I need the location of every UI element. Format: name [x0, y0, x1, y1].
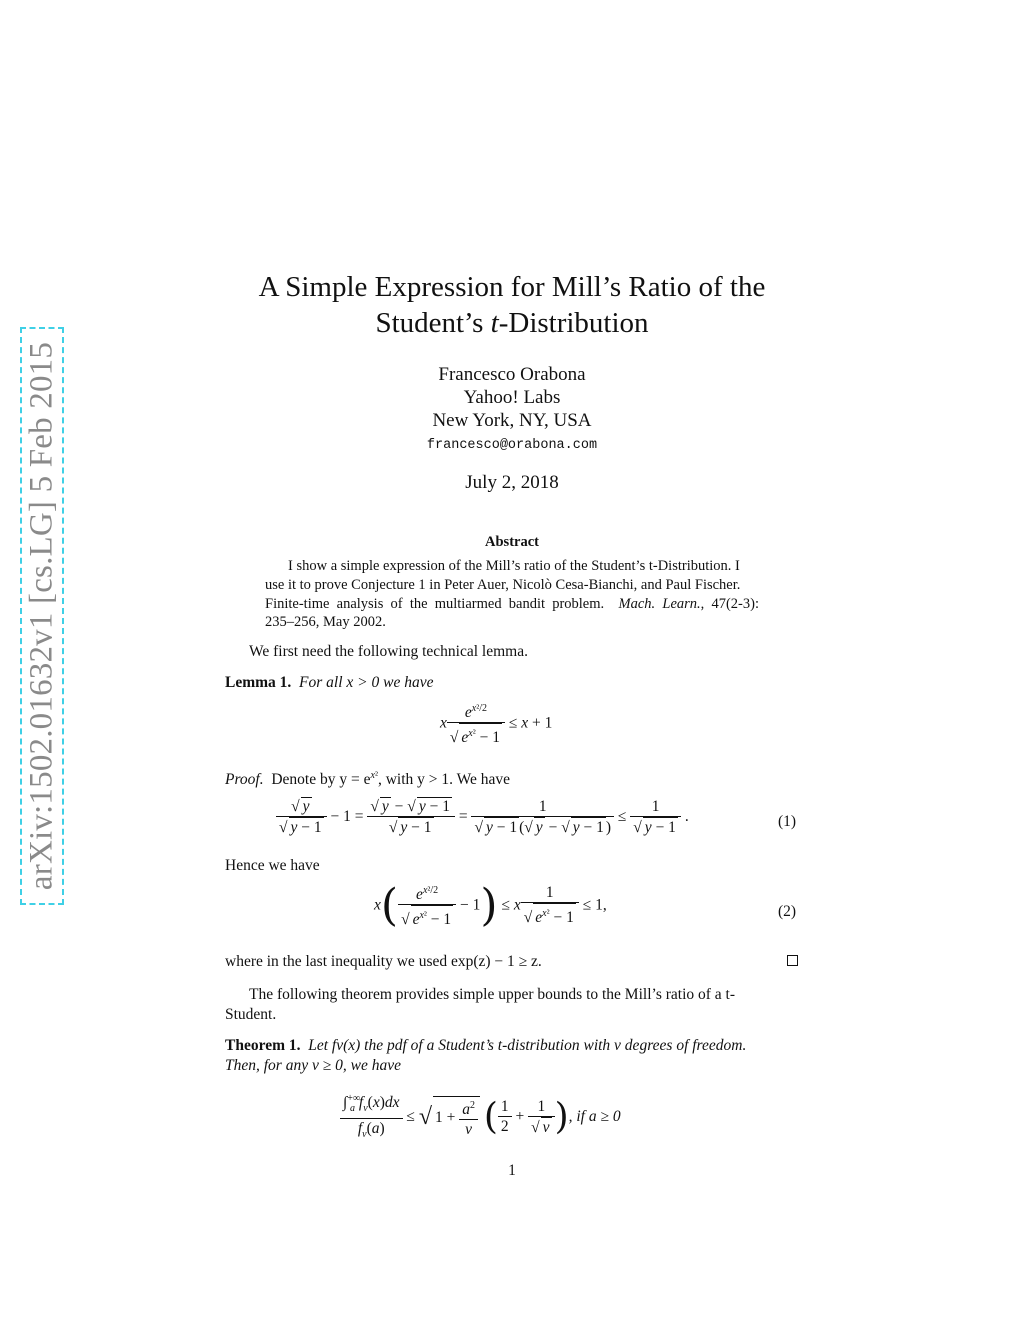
qed-square-icon	[787, 955, 798, 966]
lemma-equation: x $\frac{e^{x^2/2}}{√ e^{x^2} - 1}$ ≤ x + 1	[440, 703, 553, 747]
author-name: Francesco Orabona	[438, 364, 586, 385]
abstract-heading: Abstract	[485, 534, 539, 550]
arxiv-identifier: arXiv:1502.01632v1 [cs.LG] 5 Feb 2015	[23, 341, 60, 891]
paper-title-line-2: Student’s t-Distribution	[375, 307, 649, 339]
hence-text: Hence we have	[225, 857, 320, 874]
author-email: francesco@orabona.com	[426, 438, 598, 453]
abstract-line-1: I show a simple expression of the Mill’s ratio of the Student’s t-Distribution. I	[288, 558, 740, 574]
author-affiliation: Yahoo! Labs	[463, 387, 561, 408]
paper-title-line-1: A Simple Expression for Mill’s Ratio of the	[258, 271, 766, 303]
equation-2: x( $\frac{e^{x^2/2}}{√ e^{x^2} - 1}$ − 1) ≤ x $\frac{1}{√ e^{x^2} - 1}$ ≤ 1,	[374, 880, 607, 932]
proof-statement: Proof. Denote by $y = e^{x^2}$, with y > 1. We have	[225, 770, 510, 789]
paper-date: July 2, 2018	[465, 472, 559, 493]
theorem-equation: $\frac{\int^{+\infty}_a f_\nu(x)dx}{f_\nu(a)}$ ≤ √ 1 + $\frac{a^2}{\nu}$ ( $\frac{1}{2}$ + $\frac{1}{√ \nu}$ ), if a ≥ 0	[340, 1090, 621, 1145]
abstract-line-4: 235–256, May 2002.	[265, 614, 386, 630]
abstract-line-3: Finite-time analysis of the multiarmed bandit problem. Mach. Learn., 47(2-3):	[265, 596, 759, 612]
equation-2-number: (2)	[778, 903, 797, 920]
last-inequality-text: where in the last inequality we used exp(z) − 1 ≥ z.	[225, 953, 542, 970]
lemma-statement: Lemma 1. For all x > 0 we have	[225, 674, 434, 691]
page-number: 1	[508, 1162, 516, 1179]
author-location: New York, NY, USA	[432, 410, 592, 431]
theorem-statement-line-2: Then, for any ν ≥ 0, we have	[225, 1057, 401, 1074]
equation-1: $\frac{√ y}{√ y - 1}$ − 1 = $\frac{√ y - √ y - 1}{√ y - 1}$ = $\frac{1}{√ y - 1 (√ y - √ y - 1 )}$ ≤ $\frac{1}{√ y - 1}$ .	[276, 797, 689, 838]
abstract-line-2: use it to prove Conjecture 1 in Peter Auer, Nicolò Cesa-Bianchi, and Paul Fischer.	[265, 577, 741, 593]
equation-1-number: (1)	[778, 813, 797, 830]
theorem-intro-line-1: The following theorem provides simple upper bounds to the Mill’s ratio of a t-	[249, 986, 736, 1003]
intro-sentence: We first need the following technical lemma.	[249, 643, 528, 660]
theorem-statement-line-1: Theorem 1. Let fν(x) the pdf of a Student’s t-distribution with ν degrees of freedom.	[225, 1037, 747, 1054]
theorem-intro-line-2: Student.	[225, 1006, 277, 1023]
